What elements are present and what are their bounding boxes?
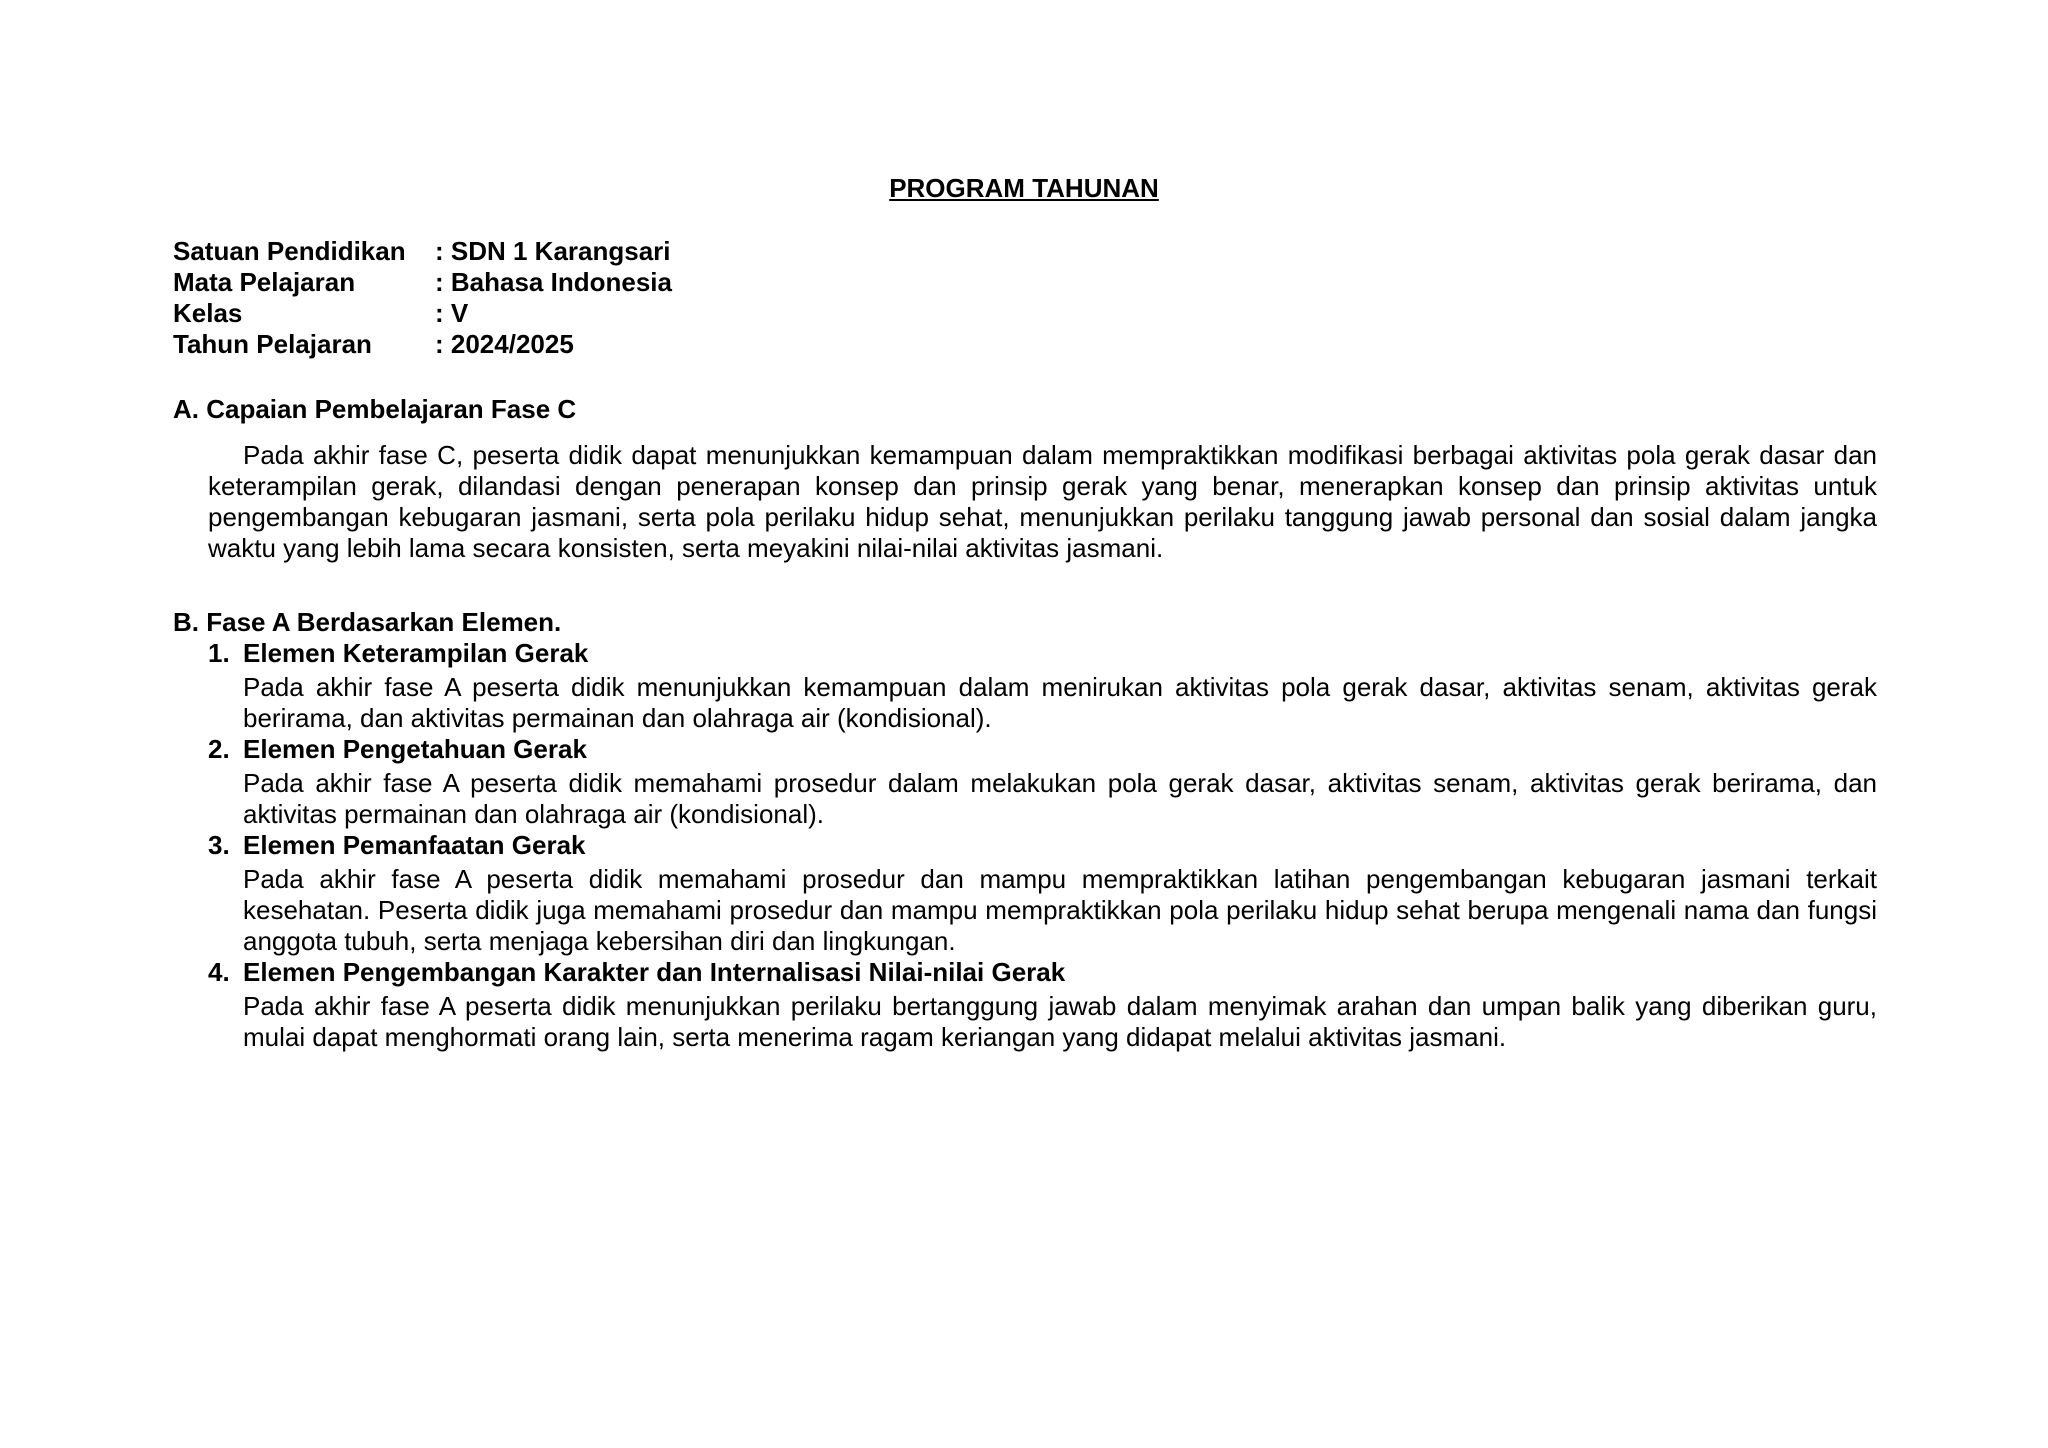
element-title: Elemen Keterampilan Gerak — [243, 638, 589, 668]
element-title: Elemen Pengembangan Karakter dan Internalisasi Nilai-nilai Gerak — [243, 957, 1066, 987]
element-list — [208, 638, 1877, 1053]
element-description: Pada akhir fase A peserta didik menunjukkan perilaku bertanggung jawab dalam menyimak arahan dan umpan balik yang diberikan guru, mulai dapat menghormati orang lain, serta menerima ragam keriangan yang didapat melalui aktivitas jasmani. — [243, 991, 1877, 1052]
element-item-pengetahuan-gerak — [208, 734, 1877, 830]
meta-label: Tahun Pelajaran — [173, 329, 372, 359]
element-number: 1. — [208, 638, 230, 668]
meta-label: Mata Pelajaran — [173, 267, 356, 297]
meta-label: Satuan Pendidikan — [173, 236, 406, 266]
element-item-pemanfaatan-gerak — [208, 830, 1877, 957]
meta-row-mata-pelajaran — [173, 267, 672, 298]
meta-label: Kelas — [173, 298, 243, 328]
meta-value: : Bahasa Indonesia — [435, 267, 672, 297]
element-item-keterampilan-gerak — [208, 638, 1877, 734]
section-b-heading: B. Fase A Berdasarkan Elemen. — [173, 607, 562, 637]
section-a-heading: A. Capaian Pembelajaran Fase C — [173, 394, 577, 424]
section-a-paragraph: Pada akhir fase C, peserta didik dapat menunjukkan kemampuan dalam mempraktikkan modifikasi berbagai aktivitas pola gerak dasar dan keterampilan gerak, dilandasi dengan penerapan konsep dan prinsip gerak yang benar, menerapkan konsep dan prinsip aktivitas untuk pengembangan kebugaran jasmani, serta pola perilaku hidup sehat, menunjukkan perilaku tanggung jawab personal dan sosial dalam jangka waktu yang lebih lama secara konsisten, serta meyakini nilai-nilai aktivitas jasmani. — [208, 440, 1877, 563]
meta-value: : V — [435, 298, 469, 328]
element-number: 2. — [208, 734, 230, 764]
element-description: Pada akhir fase A peserta didik memahami prosedur dan mampu mempraktikkan latihan pengembangan kebugaran jasmani terkait kesehatan. Peserta didik juga memahami prosedur dan mampu mempraktikkan pola perilaku hidup sehat berupa mengenali nama dan fungsi anggota tubuh, serta menjaga kebersihan diri dan lingkungan. — [243, 864, 1877, 956]
element-title: Elemen Pengetahuan Gerak — [243, 734, 587, 764]
element-number: 3. — [208, 830, 230, 860]
meta-row-satuan-pendidikan — [173, 236, 672, 267]
element-description: Pada akhir fase A peserta didik memahami prosedur dalam melakukan pola gerak dasar, aktivitas senam, aktivitas gerak berirama, dan aktivitas permainan dan olahraga air (kondisional). — [243, 768, 1877, 829]
element-number: 4. — [208, 957, 230, 987]
element-title: Elemen Pemanfaatan Gerak — [243, 830, 586, 860]
page-title: PROGRAM TAHUNAN — [889, 173, 1159, 203]
meta-row-tahun-pelajaran — [173, 329, 672, 360]
element-item-pengembangan-karakter — [208, 957, 1877, 1053]
meta-value: : 2024/2025 — [435, 329, 574, 359]
meta-value: : SDN 1 Karangsari — [435, 236, 671, 266]
meta-row-kelas — [173, 298, 672, 329]
document-meta — [173, 236, 672, 360]
element-description: Pada akhir fase A peserta didik menunjukkan kemampuan dalam menirukan aktivitas pola gerak dasar, aktivitas senam, aktivitas gerak berirama, dan aktivitas permainan dan olahraga air (kondisional). — [243, 672, 1877, 733]
